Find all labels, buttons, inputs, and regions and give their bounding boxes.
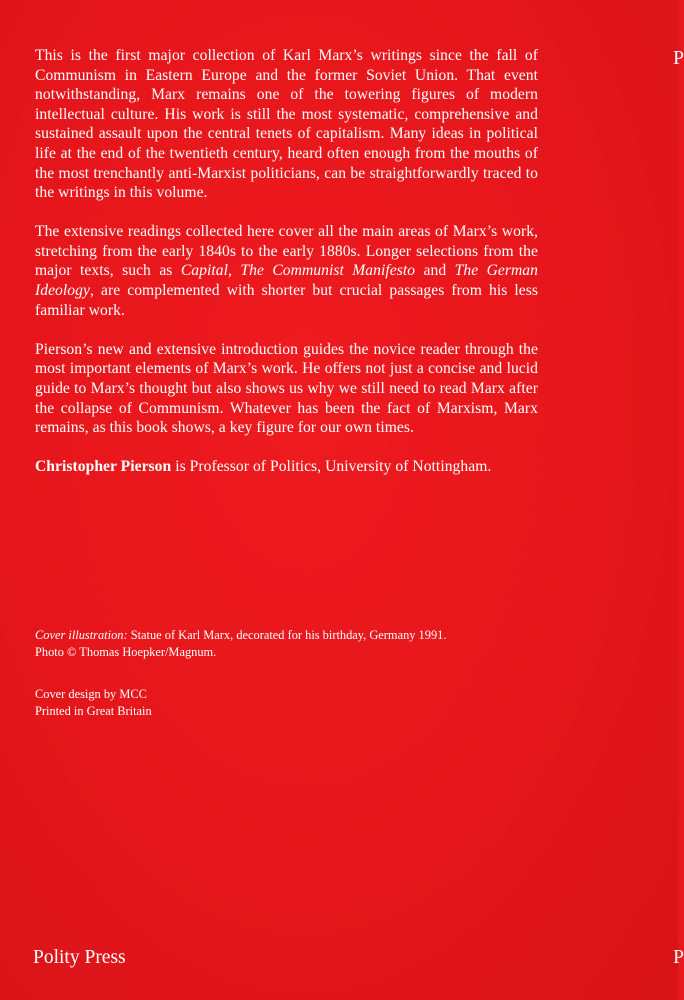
design-credits [35, 686, 152, 720]
publisher-name: Polity Press [33, 947, 126, 968]
readings-text-2: and [415, 262, 455, 280]
cover-illustration-credit [35, 627, 555, 661]
spine-letter-bottom: P [673, 947, 684, 968]
readings-text-1: The extensive readings collected here cover all the main areas of Marx’s work, stretching from the early 1840s to the early 1880s. Longer selections from the major texts, such as [35, 223, 538, 280]
spine-letter-top: P [673, 48, 684, 69]
author-bio [35, 457, 538, 477]
blurb-text [35, 46, 538, 496]
readings-title-1: Capital, The Communist Manifesto [180, 262, 416, 280]
cover-illustration-label: Cover illustration: [35, 628, 128, 642]
blurb-paragraph-intro: This is the first major collection of Karl Marx’s writings since the fall of Communism in Eastern Europe and the former Soviet Union. That event notwithstanding, Marx remains one of the towering figures of modern intellectual culture. His work is still the most systematic, comprehensive and sustained assault upon the central tenets of capitalism. Many ideas in political life at the end of the twentieth century, heard often enough from the mouths of the most trenchantly anti-Marxist politicians, can be straightforwardly traced to the writings in this volume. [35, 47, 538, 202]
author-name: Christopher Pierson [35, 458, 172, 476]
blurb-paragraph-readings [35, 222, 538, 320]
cover-illustration-text: Statue of Karl Marx, decorated for his birthday, Germany 1991. [127, 628, 447, 642]
photo-credit: Photo © Thomas Hoepker/Magnum. [35, 645, 217, 659]
readings-text-3: , are complemented with shorter but crucial passages from his less familiar work. [35, 282, 538, 319]
design-credit: Cover design by MCC [35, 687, 147, 701]
blurb-paragraph-introduction: Pierson’s new and extensive introduction guides the novice reader through the most important elements of Marx’s work. He offers not just a concise and lucid guide to Marx’s thought but also shows us why we still need to read Marx after the collapse of Communism. Whatever has been the fact of Marxism, Marx remains, as this book shows, a key figure for our own times. [35, 340, 538, 437]
printed-credit: Printed in Great Britain [35, 704, 152, 718]
author-description: is Professor of Politics, University of Nottingham. [171, 458, 492, 476]
readings-title-2: The German Ideology [35, 262, 538, 300]
